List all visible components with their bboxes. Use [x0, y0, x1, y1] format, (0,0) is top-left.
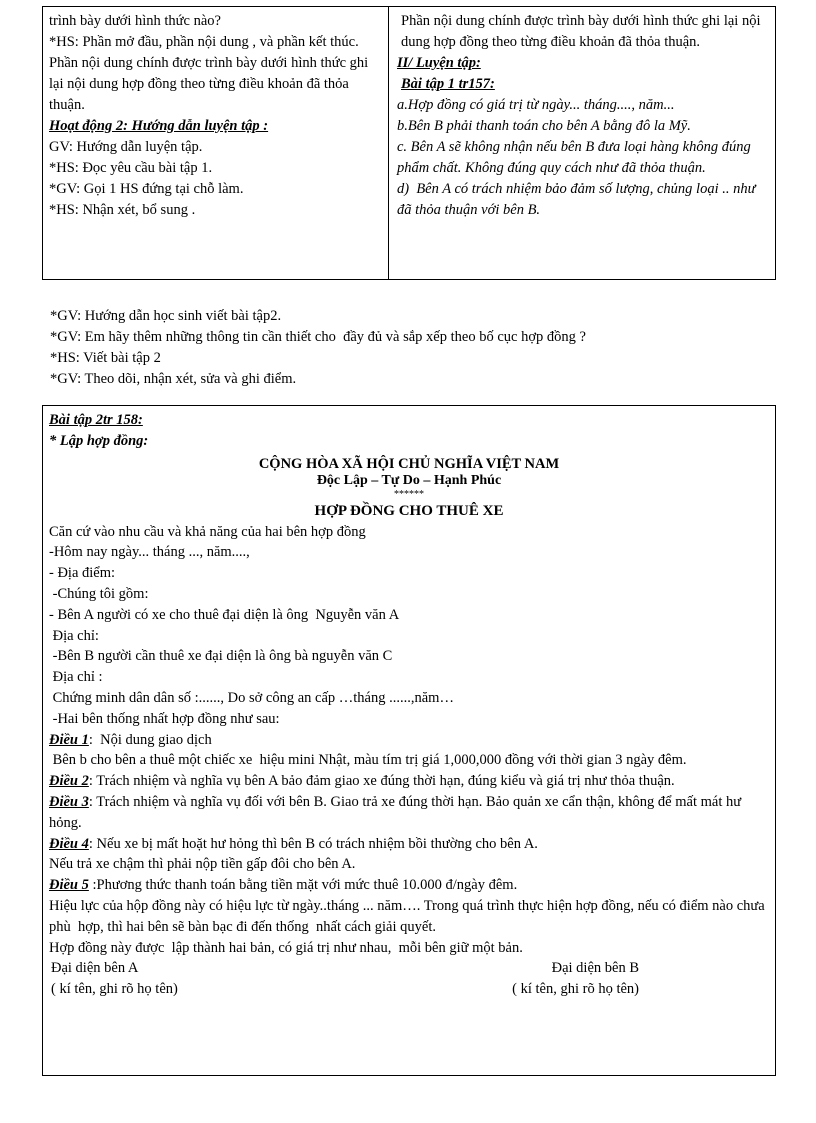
signature-left-note: ( kí tên, ghi rõ họ tên) — [51, 981, 178, 998]
left-line: GV: Hướng dẫn luyện tập. — [49, 139, 203, 155]
preamble-line: - Bên A người có xe cho thuê đại diện là ông Nguyễn văn A — [49, 606, 400, 623]
signature-notes — [49, 979, 769, 1000]
article-label: Điều 1 — [49, 731, 89, 748]
article-sep: : — [88, 793, 93, 810]
contract-title: HỢP ĐỒNG CHO THUÊ XE — [314, 502, 504, 519]
activity-heading: Hoạt động 2: Hướng dẫn luyện tập : — [49, 118, 269, 134]
right-intro: Phần nội dung chính được trình bày dưới hình thức ghi lại nội dung hợp đồng theo từng điều khoản đã thỏa thuận. — [401, 13, 765, 50]
article-5 — [49, 875, 769, 896]
instruction-line: *GV: Theo dõi, nhận xét, sửa và ghi điểm. — [50, 371, 297, 387]
answer-line: c. Bên A sẽ không nhận nếu bên B đưa loại hàng không đúng phẩm chất. Không đúng quy cách như đã thỏa thuận. — [397, 139, 755, 176]
article-label: Điều 2 — [49, 773, 89, 790]
preamble-line: -Hôm nay ngày... tháng ..., năm...., — [49, 544, 250, 561]
answer-line: a.Hợp đồng có giá trị từ ngày... tháng...., năm... — [397, 97, 675, 113]
article-text: Nếu xe bị mất hoặt hư hỏng thì bên B có trách nhiệm bồi thường cho bên A. — [92, 835, 538, 852]
preamble-line: Căn cứ vào nhu cầu và khả năng của hai bên hợp đồng — [49, 523, 366, 540]
preamble-line: -Chúng tôi gồm: — [49, 585, 149, 602]
answer-line: d) Bên A có trách nhiệm bảo đảm số lượng, chủng loại .. như đã thỏa thuận với bên B. — [397, 181, 760, 218]
left-line: trình bày dưới hình thức nào? — [49, 13, 221, 29]
instruction-line: *HS: Viết bài tập 2 — [50, 350, 161, 366]
national-title: CỘNG HÒA XÃ HỘI CHỦ NGHĨA VIỆT NAM — [258, 455, 560, 472]
preamble-line: -Hai bên thống nhất hợp đồng như sau: — [49, 710, 280, 727]
preamble-line: -Bên B người cần thuê xe đại diện là ông bà nguyễn văn C — [49, 648, 393, 665]
article-2 — [49, 771, 769, 792]
table-left-column — [43, 7, 389, 279]
article-text: Trách nhiệm và nghĩa vụ bên A bảo đảm giao xe đúng thời hạn, đúng kiểu và giá trị như thỏa thuận. — [92, 773, 675, 790]
preamble-line: Địa chỉ : — [49, 669, 103, 686]
signature-left-label: Đại diện bên A — [51, 960, 139, 977]
separator-stars: ****** — [394, 488, 424, 500]
answer-line: b.Bên B phải thanh toán cho bên A bằng đô la Mỹ. — [397, 118, 691, 134]
article-sep: : — [88, 731, 93, 748]
exercise-2-heading: Bài tập 2tr 158: — [49, 412, 143, 428]
instruction-line: *GV: Hướng dẫn học sinh viết bài tập2. — [50, 308, 282, 324]
top-table — [42, 6, 776, 280]
article-text: Trách nhiệm và nghĩa vụ đối với bên B. Giao trả xe đúng thời hạn. Bảo quản xe cẩn thận, không để mất mát hư hỏng. — [49, 793, 745, 831]
signature-right-note: ( kí tên, ghi rõ họ tên) — [512, 981, 639, 998]
preamble-line: Chứng minh dân dân số :......, Do sở công an cấp …tháng ......,năm… — [49, 689, 454, 706]
article-4-detail: Nếu trả xe chậm thì phải nộp tiền gấp đôi cho bên A. — [49, 856, 356, 873]
left-line: *HS: Phần mở đầu, phần nội dung , và phần kết thúc. Phần nội dung chính được trình bày dưới hình thức ghi lại nội dung hợp đồng theo từng điều khoản đã thỏa thuận. — [49, 34, 372, 113]
left-line: *HS: Nhận xét, bổ sung . — [49, 202, 196, 218]
article-label: Điều 4 — [49, 835, 89, 852]
national-motto: Độc Lập – Tự Do – Hạnh Phúc — [316, 472, 502, 488]
left-line: *HS: Đọc yêu cầu bài tập 1. — [49, 160, 213, 176]
closing-line: Hiệu lực của hộp đồng này có hiệu lực từ ngày..tháng ... năm…. Trong quá trình thực hiện hợp đồng, nếu có điểm nào chưa phù hợp, thì hai bên sẽ bàn bạc đi đến thống nhất cách giải quyết. — [49, 897, 769, 935]
article-label: Điều 3 — [49, 793, 89, 810]
left-line: *GV: Gọi 1 HS đứng tại chỗ làm. — [49, 181, 244, 197]
practice-section-heading: II/ Luyện tập: — [397, 55, 481, 71]
article-label: Điều 5 — [49, 877, 89, 894]
article-1 — [49, 730, 769, 751]
closing-line: Hợp đồng này được lập thành hai bản, có giá trị như nhau, mỗi bên giữ một bản. — [49, 939, 523, 956]
table-right-column — [389, 7, 775, 279]
article-4 — [49, 834, 769, 855]
contract-subheading: * Lập hợp đồng: — [49, 432, 149, 449]
preamble-line: Địa chỉ: — [49, 627, 99, 644]
article-sep: : — [88, 835, 93, 852]
article-text: Nội dung giao dịch — [92, 731, 212, 748]
contract-box — [42, 405, 776, 1076]
preamble-line: - Địa điểm: — [49, 565, 116, 582]
article-1-detail: Bên b cho bên a thuê một chiếc xe hiệu mini Nhật, màu tím trị giá 1,000,000 đồng với thời gian 3 ngày đêm. — [49, 752, 687, 769]
article-3 — [49, 792, 769, 834]
article-sep: : — [88, 877, 97, 894]
signature-labels — [49, 958, 769, 979]
article-sep: : — [88, 773, 93, 790]
signature-right-label: Đại diện bên B — [551, 960, 639, 977]
article-text: Phương thức thanh toán bằng tiền mặt với mức thuê 10.000 đ/ngày đêm. — [96, 877, 518, 894]
instruction-line: *GV: Em hãy thêm những thông tin cần thiết cho đầy đủ và sắp xếp theo bố cục hợp đồng ? — [50, 329, 586, 345]
exercise-1-heading: Bài tập 1 tr157: — [401, 76, 495, 92]
teacher-instructions — [50, 306, 790, 390]
